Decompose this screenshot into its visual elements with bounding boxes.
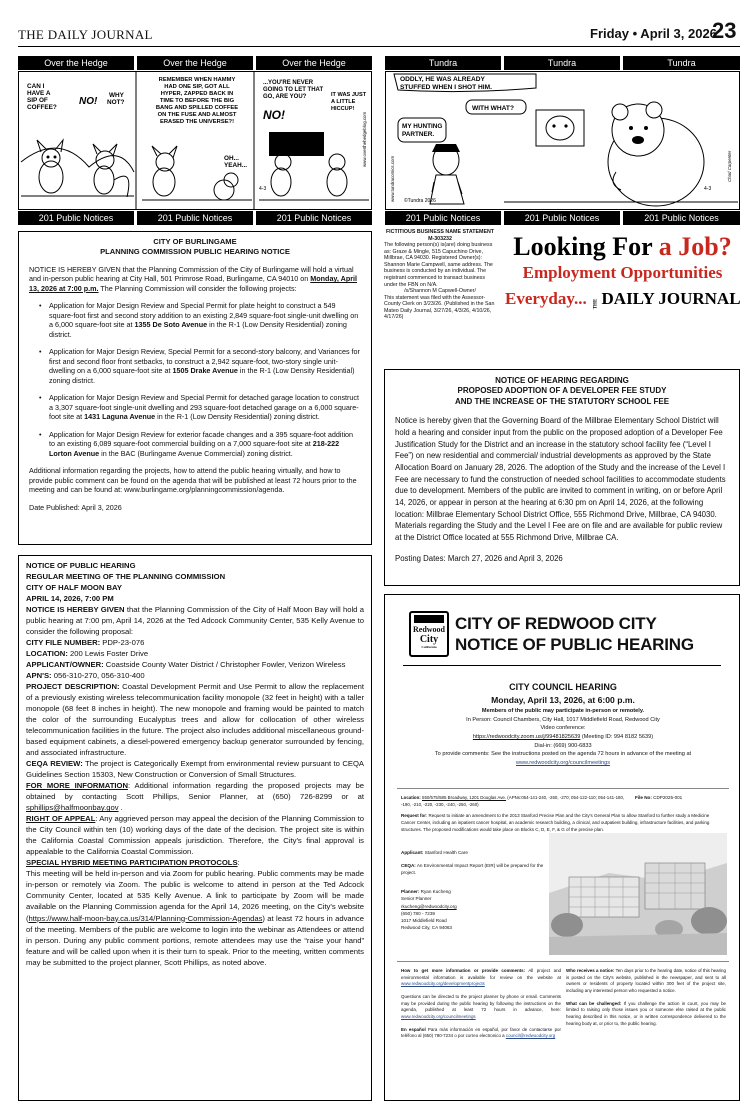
millbrae-title-2: PROPOSED ADOPTION OF A DEVELOPER FEE STUDY (457, 386, 667, 396)
notice-header-4: 201 Public Notices (385, 211, 501, 225)
comic-header-tundra-1: Tundra (385, 56, 501, 70)
burlingame-intro: NOTICE IS HEREBY GIVEN that the Planning Commission of the City of Burlingame will hold a virtual and in-person public hearing at City Hall, 501 Primrose Road, Burlingame, CA 94010 on Monday, April 13, 2026 at 7:00 p.m. The Planning Commission will consider the following projects: (29, 264, 357, 293)
hmb-location: LOCATION: 200 Lewis Foster Drive (26, 649, 149, 659)
fbn-body: The following person(s) is(are) doing business as: Graze & Mingle, 515 Capuchino Drive, Millbrae, CA 94030. Registered Owner(s): Shannon Marie Campwell, same address. The business is conducted by an individual. The registrant commenced to transact business under the FBN on N/A. (384, 242, 493, 288)
page-number: 23 (712, 18, 737, 43)
tundra-comic (385, 71, 740, 210)
tundra-bubble-2: WITH WHAT? (472, 105, 514, 112)
redwood-rule-2 (397, 788, 729, 789)
hedge-bubble-4: REMEMBER WHEN HAMMY HAD ONE SIP, GOT ALL HYPER, ZAPPED BACK IN TIME TO BEFORE THE BIG BANG AND SPILLED COFFEE ON THE FUSE AND ALMOST ERASED THE UNIVERSE?! (155, 77, 239, 125)
hmb-line-3: CITY OF HALF MOON BAY (26, 583, 122, 593)
masthead-rule (18, 46, 740, 47)
hedge-bubble-3: WHY NOT? (107, 92, 125, 106)
dateline: Friday • April 3, 2026 (590, 26, 717, 41)
redwood-file-no: File No: CDP2025-001 (635, 795, 683, 800)
fictitious-business-notice (384, 229, 496, 359)
hmb-apns: APN'S: 056-310-270, 056-310-400 (26, 671, 145, 681)
hedge-date: 4-3 (259, 186, 267, 192)
millbrae-notice (384, 369, 740, 586)
redwood-meetings-link[interactable]: www.redwoodcity.org/councilmeetings (401, 1014, 476, 1020)
hmb-applicant: APPLICANT/OWNER: Coastside County Water District / Christopher Fowler, Verizon Wireless (26, 660, 346, 670)
notice-header-5: 201 Public Notices (504, 211, 620, 225)
half-moon-bay-notice (18, 555, 372, 1101)
job-ad-brand: DAILY JOURNAL (601, 289, 741, 308)
hmb-line-2: REGULAR MEETING OF THE PLANNING COMMISSION (26, 572, 226, 582)
redwood-request: Request for: Request to initiate an amendment to the 2013 Stanford Precise Plan and the City's General Plan to allow Stanford to further study a Medicine Cancer Center, including an inpatient cancer hospital, an academic research building, a clinical, and outpatient building, infrastructure facilities, and parking structures. The proposed modifications would take place on Blocks C, D, E, F, & G of the precise plan. (401, 813, 710, 832)
hedge-side-credit: www.overthehedgeblog.com (362, 111, 367, 167)
hedge-bubble-7: NO! (263, 108, 285, 122)
redwood-city-notice (384, 594, 740, 1101)
burlingame-title-1: CITY OF BURLINGAME (153, 237, 237, 246)
hedge-bubble-6: ...YOU'RE NEVER GOING TO LET THAT GO, ARE YOU? (263, 80, 324, 100)
redwood-city-logo: Redwood City California (409, 611, 449, 657)
comic-header-tundra-2: Tundra (504, 56, 620, 70)
notice-header-2: 201 Public Notices (137, 211, 253, 225)
fbn-filed: This statement was filed with the Assessor-County Clerk on 3/23/26. (Published in the San Mateo Daily Journal, 3/27/26, 4/3/26, 4/10/26, 4/17/26) (384, 294, 495, 321)
redwood-council-link[interactable]: www.redwoodcity.org/councilmeetings (515, 759, 611, 766)
notice-header-1: 201 Public Notices (18, 211, 134, 225)
burlingame-item-3: • Application for Major Design Review and Special Permit for detached garage location to construct a 3,307 square-foot single-unit dwelling and 293 square-foot detached garage on a 6,000 square-foot site at 1431 Laguna Avenue in the R-1 (Low Density Residential) zoning district. (39, 393, 360, 422)
tundra-bubble-3: MY HUNTING PARTNER. (402, 123, 443, 138)
hedge-bubble-5: OH... YEAH... (224, 155, 248, 169)
redwood-council-email[interactable]: council@redwoodcity.org (505, 1033, 556, 1039)
burlingame-item-4: • Application for Major Design Review for exterior facade changes and a 395 square-foot addition to an existing 6,089 square-foot commercial building on a 7,000 square-foot site at 218-222 Lorton Avenue in the BAC (Burlingame Avenue Commercial) zoning district. (39, 429, 354, 458)
burlingame-item-2: • Application for Major Design Review, Special Permit for a second-story balcony, and Variances for first and second floor front setbacks, to construct a 2,942 square-foot, two-story single unit-dwelling on a 6,000 square-foot site at 1505 Drake Avenue in the R-1 (Low Density Residential) zoning district. (39, 347, 360, 385)
burlingame-title-2: PLANNING COMMISSION PUBLIC HEARING NOTICE (100, 246, 290, 256)
redwood-notice-info: Who receives a notice: Ten days prior to the hearing date, notice of this hearing is posted on the City's website, published in the newspaper, and sent to all owners or residents of property located within 300 feet of the project site, including any interested person who requested a notice. What can be challenged: If you challenge the action in court, you may be limited to raising only those issues you or someone else raised at the public hearing described in this notice, or in written correspondence delivered to the hearing body at, or prior to, the public hearing. (566, 968, 727, 1026)
hmb-line-1: NOTICE OF PUBLIC HEARING (26, 561, 136, 570)
redwood-projects-link[interactable]: www.redwoodcity.org/developmentprojects (401, 981, 485, 987)
millbrae-body: Notice is hereby given that the Governing Board of the Millbrae Elementary School District will hold a hearing and consider input from the public on the proposed adoption of a Developer Fee Justification Study for the District and an increase in the statutory school facility fee (“Level I Fee”) on new residential and commercial/ industrial developments as approved by the State Allocation Board on January 28, 2026. The adoption of the Study and the increase of the Level I Fee are necessary to fund the construction of needed school facilities to accommodate students due to development. Members of the public are invited to comment in writing, on or before April 14, 2026, or appear in person at the hearing at 6:30 pm on April 14, 2026, at the following location: Millbrae Elementary School District Office, 555 Richmond Drive, Millbrae, CA 94030. Materials regarding the Study and the Level I Fee are on file and are available for public review at the District Office located at 555 Richmond Drive, Millbrae CA. (395, 416, 726, 543)
redwood-rendering-image (549, 833, 727, 955)
millbrae-title-1: NOTICE OF HEARING REGARDING (495, 376, 629, 385)
comic-header-tundra-3: Tundra (623, 56, 740, 70)
redwood-title: CITY OF REDWOOD CITY NOTICE OF PUBLIC HEARING (455, 614, 694, 654)
notice-header-3: 201 Public Notices (256, 211, 372, 225)
hmb-notice-given: NOTICE IS HEREBY GIVEN that the Planning Commission of the City of Half Moon Bay will hold a public hearing at 7:00 pm, April 14, 2026 at the Ted Adcock Community Center, 535 Kelly Avenue to consider the following proposal: (26, 605, 364, 637)
hmb-file-number: CITY FILE NUMBER: PDP-23-076 (26, 638, 145, 648)
hmb-more-info: FOR MORE INFORMATION: Additional information regarding the proposed projects may be obtained by contacting Scott Phillips, Senior Planner, at (650) 726-8299 or at sphillips@halfmoonbay.gov . (26, 781, 364, 813)
redwood-zoom-link[interactable]: https://redwoodcity.zoom.us/j/99481825639 (472, 733, 581, 740)
tundra-signature: Chad Carpenter (727, 150, 732, 182)
job-ad-subhead: Employment Opportunities (522, 263, 723, 282)
hmb-hybrid-body: This meeting will be held in-person and via Zoom for public hearing. Public comments may be made in-person or remotely via Zoom. The public is welcome to attend in person at the Ted Adcock Community Center, located at 535 Kelly Avenue. A link to participate by Zoom will be made available on the Planning Commission agenda for the April 14, 2026 meeting, on the City's website (https://www.half-moon-bay.ca.us/314/Planning-Commission-Agendas) at least 72 hours in advance of the meeting. Members of the public are welcome to login into the webinar as Attendees or attend in person. During any public comment portions, remote attendees may use the “raise your hand” feature and will be called upon when it is their turn to speak. Prior to the meeting, written comments may be submitted to the project planner, Scott Phillips, as noted above. (26, 869, 364, 967)
burlingame-item-1: • Application for Major Design Review and Special Permit for plate height to construct a 549 square-foot first and second story addition to an existing 2,849 square-foot single-unit dwelling on a 6,000 square-foot site at 1355 De Soto Avenue in the R-1 (Low Density Residential) zoning district. (39, 301, 359, 339)
millbrae-title-3: AND THE INCREASE OF THE STATUTORY SCHOOL FEE (454, 396, 670, 406)
tundra-side-credit: www.tundracomics.com (390, 155, 395, 202)
fbn-signature: /s/Shannon M Capwell-Owner/ (404, 288, 476, 295)
job-ad-the: THE (593, 298, 599, 310)
burlingame-notice (18, 231, 372, 545)
masthead: THE DAILY JOURNAL (18, 27, 153, 42)
tundra-bubble-1: ODDLY, HE WAS ALREADY STUFFED WHEN I SHOT HIM. (400, 76, 492, 91)
hedge-bubble-1: CAN I HAVE A SIP OF COFFEE? (27, 83, 57, 111)
comic-header-hedge-3: Over the Hedge (256, 56, 372, 70)
redwood-rule-3 (397, 961, 729, 962)
hedge-bubble-2: NO! (79, 96, 98, 107)
burlingame-additional: Additional information regarding the projects, how to attend the public hearing virtually, and how to provide public comment can be found on the agenda that will be published at least 72 hours prior to the meeting and can be found at: www.burlingame.org/planningcommission/agenda. (29, 466, 357, 495)
tundra-copyright: ©Tundra 2026 (404, 198, 436, 204)
redwood-location: Location: 550/575/585 Broadway, 1201 Douglas Ave. (APNs:054-141-240, -260, -270; 054-122-110; 054-141-180, -190, -210, -220, -230, -240, -250, -260) (401, 795, 625, 807)
burlingame-date-published: Date Published: April 3, 2026 (29, 502, 122, 512)
hmb-hybrid-title: SPECIAL HYBRID MEETING PARTICIPATION PROTOCOLS: (26, 858, 240, 868)
redwood-rule (403, 665, 721, 666)
job-ad (505, 232, 740, 327)
notice-header-6: 201 Public Notices (623, 211, 740, 225)
tundra-date: 4-3 (704, 186, 712, 192)
hmb-email-link[interactable]: sphillips@halfmoonbay.gov (26, 803, 119, 813)
redwood-planner-email[interactable]: rkucheng@redwoodcity.org (401, 903, 457, 909)
hmb-project-description: PROJECT DESCRIPTION: Coastal Development Permit and Use Permit to allow the replacement of a previously existing wireless telecommunication facility monopole (32 feet in height) with a taller monopole (68 feet 8 inches in height). The new monopole and framing would be painted to match the color of the surrounding Eucalyptus trees and allow for collocation of other wireless telecommunication facilities in the future. The project also includes additional miscellaneous ground-based equipment cabinets, a diesel-powered emergency backup generator surrounded by fencing, and associated infrastructure. (26, 682, 364, 758)
fbn-title: FICTITIOUS BUSINESS NAME STATEMENT M-303232 (385, 229, 495, 242)
hmb-agenda-link[interactable]: https://www.half-moon-bay.ca.us/314/Planning-Commission-Agendas (28, 913, 263, 923)
hedge-bubble-8: IT WAS JUST A LITTLE HICCUP! (331, 92, 367, 112)
millbrae-posting: Posting Dates: March 27, 2026 and April 3, 2026 (395, 553, 563, 563)
redwood-hearing-block: CITY COUNCIL HEARING Monday, April 13, 2026, at 6:00 p.m. Members of the public may participate in-person or remotely. In Person: Council Chambers, City Hall, 1017 Middlefield Road, Redwood City Video conference: https://redwoodcity.zoom.us/j/99481825639 (Meeting ID: 994 8182 5639) Dial-in: (669) 900-6833 To provide comments: See the instructions posted on the agenda 72 hours in advance of the meeting at www.redwoodcity.org/councilmeetings (434, 682, 692, 766)
job-ad-tagline: Everyday... THE DAILY JOURNAL (505, 289, 741, 310)
comic-header-hedge-1: Over the Hedge (18, 56, 134, 70)
comic-header-hedge-2: Over the Hedge (137, 56, 253, 70)
redwood-details: Applicant: Stanford Health Care CEQA: An Environmental Impact Report (EIR) will be prepared for the project. Planner: Ryan Kucheng Senior Planner rkucheng@redwoodcity.org (650) 780 - 7239 1017 Middlefield Road Redwood City, CA 94063 (401, 849, 551, 931)
redwood-how-to: How to get more information or provide comments: All project and environmental information is available for review on the website at www.redwoodcity.org/developmentprojects Questions can be directed to the project planner by phone or email. Comments may be provided during the public hearing by following the instructions on the agenda, published at least 72 hours in advance, here: www.redwoodcity.org/councilmeetings En español Para más información en español, por favor de contactarse por teléfono al (650) 780-7234 o por correo electronico a council@redwoodcity.org (401, 968, 562, 1039)
hmb-ceqa: CEQA REVIEW: The project is Categorically Exempt from environmental review pursuant to CEQA Guidelines Section 15303, New Construction or Conversion of Small Structures. (26, 759, 364, 780)
hmb-line-4: APRIL 14, 2026, 7:00 PM (26, 594, 114, 604)
over-the-hedge-comic (18, 71, 372, 210)
job-ad-headline: Looking For a Job? (513, 232, 732, 261)
hmb-right-of-appeal: RIGHT OF APPEAL: Any aggrieved person may appeal the decision of the Planning Commission to the City Council within ten (10) working days of the date of the decision. The project site is within the California Coastal Commission appeals jurisdiction. Therefore, the City's final approval is appealable to the California Coastal Commission. (26, 814, 364, 857)
